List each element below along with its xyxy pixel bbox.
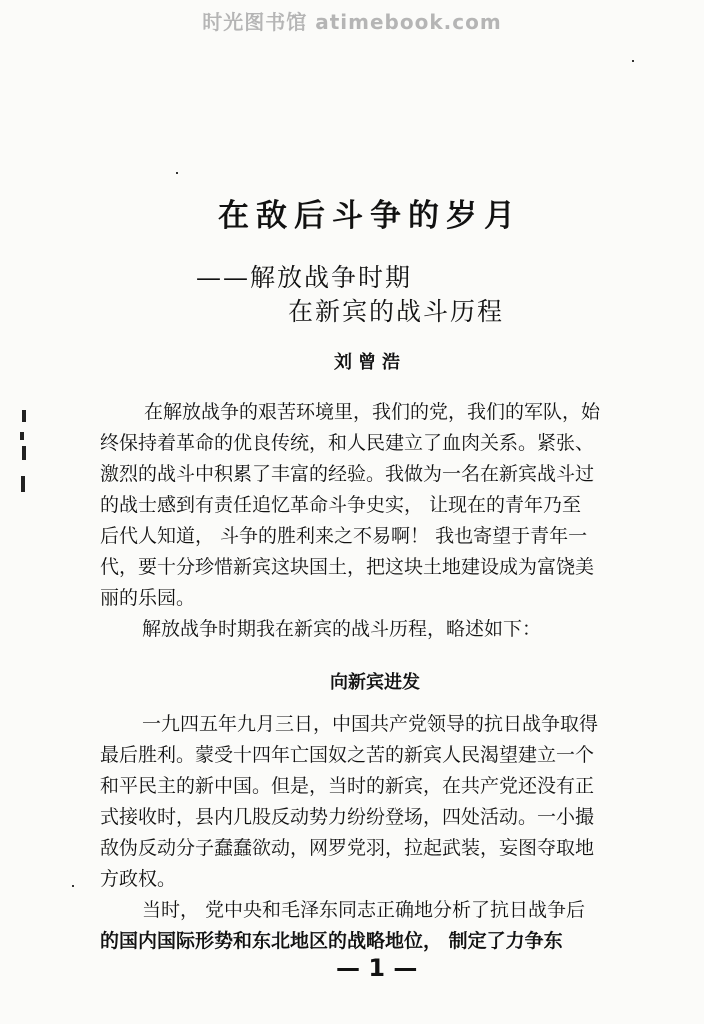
article-title: 在敌后斗争的岁月 <box>218 198 522 234</box>
scan-mark <box>20 432 24 440</box>
scan-speck <box>72 885 74 887</box>
body-line: 后代人知道， 斗争的胜利来之不易啊！ 我也寄望于青年一 <box>100 525 588 547</box>
body-line: 解放战争时期我在新宾的战斗历程，略述如下： <box>142 618 542 640</box>
body-line: 最后胜利。蒙受十四年亡国奴之苦的新宾人民渴望建立一个 <box>100 744 595 766</box>
body-line: 和平民主的新中国。但是，当时的新宾，在共产党还没有正 <box>100 775 595 797</box>
body-line: 的国内国际形势和东北地区的战略地位， 制定了力争东 <box>100 930 563 952</box>
page-number: — 1 — <box>336 954 418 982</box>
section-heading: 向新宾进发 <box>330 672 420 693</box>
scan-speck <box>632 60 634 62</box>
body-line: 代，要十分珍惜新宾这块国土，把这块土地建设成为富饶美 <box>100 556 595 578</box>
scan-mark <box>22 446 26 460</box>
body-line: 丽的乐园。 <box>100 587 196 609</box>
body-line: 一九四五年九月三日，中国共产党领导的抗日战争取得 <box>142 713 599 735</box>
watermark-text: 时光图书馆 atimebook.com <box>202 10 502 34</box>
body-line: 方政权。 <box>100 868 177 890</box>
subtitle-line-2: 在新宾的战斗历程 <box>288 297 505 326</box>
body-line: 敌伪反动分子蠢蠢欲动，网罗党羽，拉起武装，妄图夺取地 <box>100 837 595 859</box>
scan-mark <box>21 476 25 492</box>
body-line: 当时， 党中央和毛泽东同志正确地分析了抗日战争后 <box>142 899 586 921</box>
body-line: 的战士感到有责任追忆革命斗争史实， 让现在的青年乃至 <box>100 494 582 516</box>
subtitle-line-1: ——解放战争时期 <box>196 263 413 292</box>
scan-speck <box>176 172 178 174</box>
body-line: 激烈的战斗中积累了丰富的经验。我做为一名在新宾战斗过 <box>100 463 595 485</box>
scan-mark <box>22 410 26 422</box>
author-name: 刘曾浩 <box>334 352 406 373</box>
body-line: 终保持着革命的优良传统，和人民建立了血肉关系。紧张、 <box>100 432 595 454</box>
body-line: 式接收时，县内几股反动势力纷纷登场，四处活动。一小撮 <box>100 806 595 828</box>
body-line: 在解放战争的艰苦环境里，我们的党，我们的军队，始 <box>144 401 601 423</box>
